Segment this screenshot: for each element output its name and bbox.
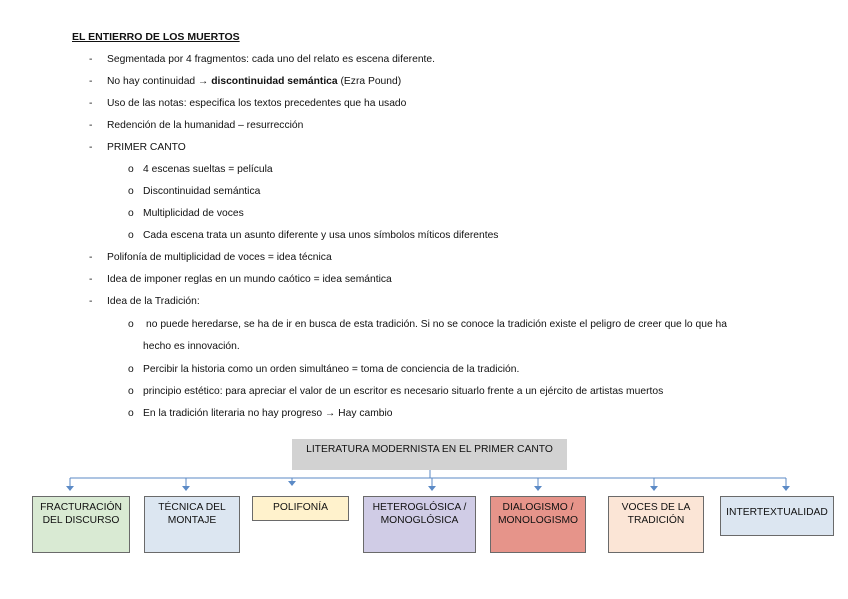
bullet-dash: - bbox=[89, 98, 93, 109]
bullet-dash: - bbox=[89, 296, 93, 307]
bullet-dash: - bbox=[89, 120, 93, 131]
sub-bullet-circle: o bbox=[128, 186, 134, 197]
sub-bullet-circle: o bbox=[128, 164, 134, 175]
bullet-text: (Ezra Pound) bbox=[337, 76, 402, 87]
sub-bullet-circle: o bbox=[128, 408, 134, 419]
diagram-box-voces: VOCES DE LA TRADICIÓN bbox=[608, 496, 704, 553]
diagram-box-polifonia: POLIFONÍA bbox=[252, 496, 349, 521]
sub-bullet-circle: o bbox=[128, 386, 134, 397]
document-title: EL ENTIERRO DE LOS MUERTOS bbox=[72, 31, 240, 43]
diagram-box-intertextualidad: INTERTEXTUALIDAD bbox=[720, 496, 834, 536]
diagram-box-heteroglosica: HETEROGLÓSICA / MONOGLÓSICA bbox=[363, 496, 476, 553]
sub-bullet-circle: o bbox=[128, 319, 134, 330]
bullet-bold-text: discontinuidad semántica bbox=[211, 76, 338, 87]
bullet-dash: - bbox=[89, 274, 93, 285]
arrowhead bbox=[66, 486, 74, 491]
arrowhead bbox=[182, 486, 190, 491]
sub-bullet-circle: o bbox=[128, 230, 134, 241]
bullet-dash: - bbox=[89, 54, 93, 65]
arrowhead bbox=[782, 486, 790, 491]
bullet-text: No hay continuidad → bbox=[107, 76, 212, 87]
diagram-box-dialogismo: DIALOGISMO / MONOLOGISMO bbox=[490, 496, 586, 553]
diagram-header: LITERATURA MODERNISTA EN EL PRIMER CANTO bbox=[292, 439, 567, 470]
bullet-dash: - bbox=[89, 76, 93, 87]
bullet-dash: - bbox=[89, 252, 93, 263]
arrowhead bbox=[288, 481, 296, 486]
diagram-box-fracturacion: FRACTURACIÓN DEL DISCURSO bbox=[32, 496, 130, 553]
sub-bullet-circle: o bbox=[128, 364, 134, 375]
sub-bullet-circle: o bbox=[128, 208, 134, 219]
bullet-dash: - bbox=[89, 142, 93, 153]
diagram-box-tecnica: TÉCNICA DEL MONTAJE bbox=[144, 496, 240, 553]
arrowhead bbox=[650, 486, 658, 491]
arrowhead bbox=[428, 486, 436, 491]
arrowhead bbox=[534, 486, 542, 491]
